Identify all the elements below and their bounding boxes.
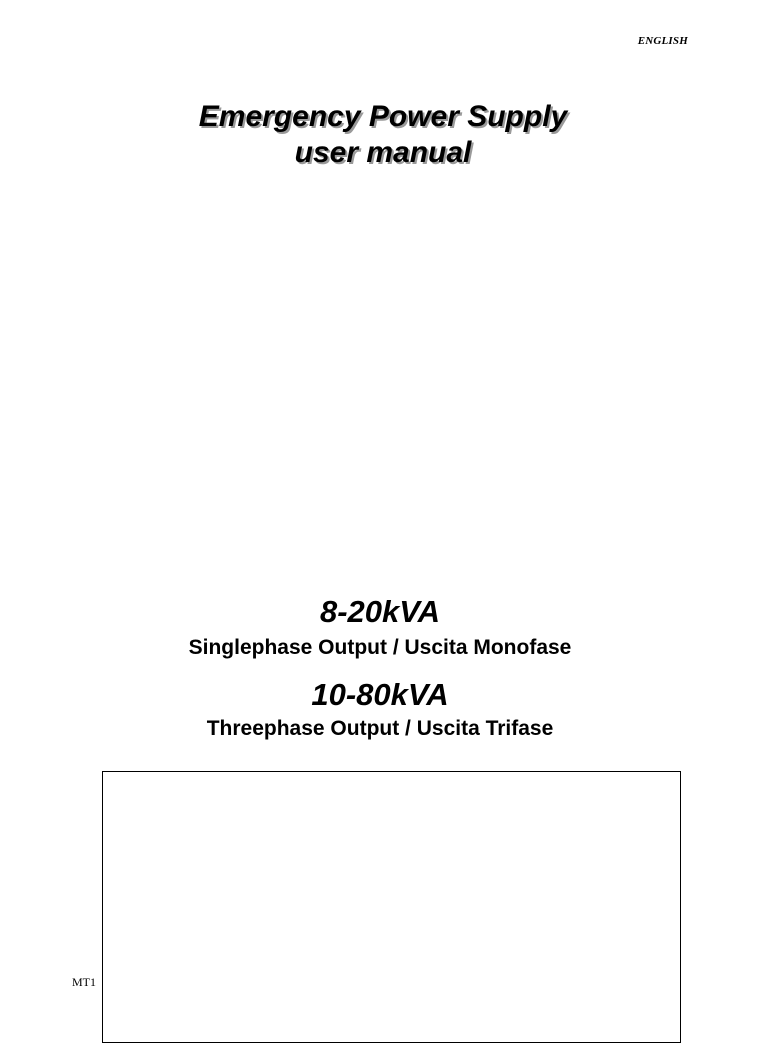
output-type-threephase: Threephase Output / Uscita Trifase [206, 717, 554, 740]
title-line-2: user manual [294, 136, 472, 169]
image-frame [102, 771, 681, 1043]
power-range-singlephase: 8-20kVA [319, 594, 441, 629]
language-label: ENGLISH [637, 35, 688, 47]
document-title [100, 99, 666, 171]
title-line-1: Emergency Power Supply [198, 100, 568, 133]
output-type-singlephase: Singlephase Output / Uscita Monofase [188, 636, 572, 659]
document-code: MT1 [72, 975, 96, 989]
power-range-threephase: 10-80kVA [311, 677, 449, 712]
